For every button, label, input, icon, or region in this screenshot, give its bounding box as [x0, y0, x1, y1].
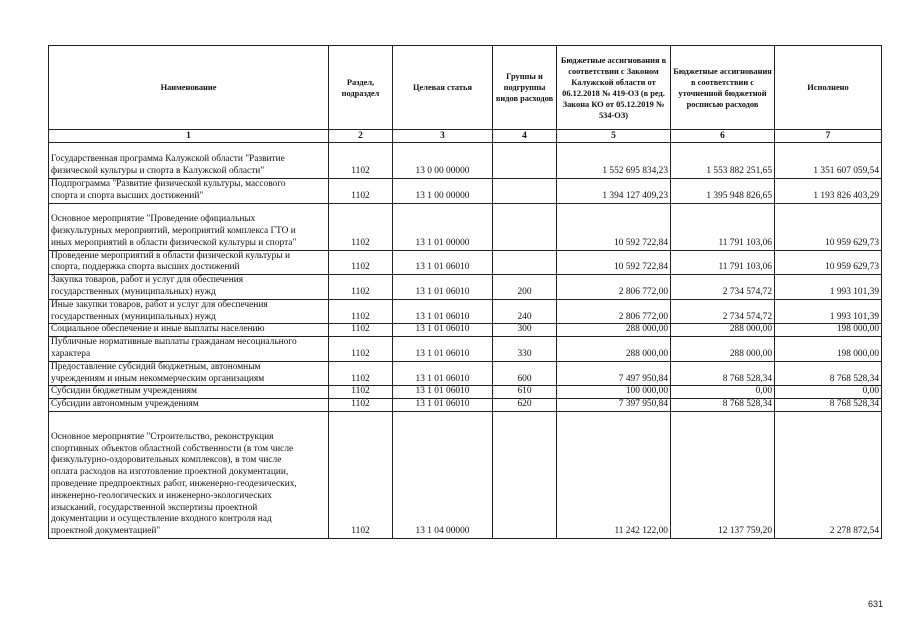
row-target-item: 13 1 04 00000 [393, 411, 493, 538]
column-number: 1 [49, 130, 329, 143]
row-law-amount: 288 000,00 [557, 337, 671, 362]
row-section: 1102 [329, 411, 393, 538]
row-expense-group: 240 [493, 299, 557, 324]
row-executed-amount: 198 000,00 [775, 324, 882, 337]
row-target-item: 13 1 01 06010 [393, 250, 493, 275]
row-name: Субсидии автономным учреждениям [49, 399, 329, 412]
row-executed-amount: 10 959 629,73 [775, 203, 882, 250]
row-name: Иные закупки товаров, работ и услуг для обеспечения государственных (муниципальных) нужд [49, 299, 329, 324]
table-row [49, 250, 882, 275]
table-row [49, 179, 882, 204]
row-law-amount: 2 806 772,00 [557, 299, 671, 324]
row-law-amount: 10 592 722,84 [557, 203, 671, 250]
column-number: 3 [393, 130, 493, 143]
row-law-amount: 10 592 722,84 [557, 250, 671, 275]
budget-table [48, 45, 882, 539]
column-number: 4 [493, 130, 557, 143]
row-expense-group: 300 [493, 324, 557, 337]
header-executed: Исполнено [775, 46, 882, 130]
row-target-item: 13 1 01 06010 [393, 386, 493, 399]
row-name: Основное мероприятие "Проведение официальных физкультурных мероприятий, мероприятий комплекса ГТО и иных мероприятий в области физической культуры и спорта" [49, 203, 329, 250]
row-refined-amount: 2 734 574,72 [671, 275, 775, 300]
row-executed-amount: 0,00 [775, 386, 882, 399]
row-law-amount: 1 552 695 834,23 [557, 143, 671, 179]
row-section: 1102 [329, 179, 393, 204]
row-name: Проведение мероприятий в области физической культуры и спорта, поддержка спорта высших достижений [49, 250, 329, 275]
table-row [49, 411, 882, 538]
row-law-amount: 100 000,00 [557, 386, 671, 399]
column-number: 6 [671, 130, 775, 143]
row-name: Публичные нормативные выплаты гражданам несоциального характера [49, 337, 329, 362]
row-section: 1102 [329, 361, 393, 386]
row-target-item: 13 0 00 00000 [393, 143, 493, 179]
row-refined-amount: 12 137 759,20 [671, 411, 775, 538]
row-target-item: 13 1 01 06010 [393, 399, 493, 412]
row-executed-amount: 1 993 101,39 [775, 275, 882, 300]
row-refined-amount: 8 768 528,34 [671, 361, 775, 386]
column-number: 7 [775, 130, 882, 143]
header-refined-allocations: Бюджетные ассигнования в соответствии с уточненной бюджетной росписью расходов [671, 46, 775, 130]
row-name: Подпрограмма "Развитие физической культуры, массового спорта и спорта высших достижений" [49, 179, 329, 204]
row-target-item: 13 1 01 06010 [393, 299, 493, 324]
row-name: Государственная программа Калужской области "Развитие физической культуры и спорта в Калужской области" [49, 143, 329, 179]
header-name: Наименование [49, 46, 329, 130]
row-expense-group: 200 [493, 275, 557, 300]
header-target-item: Целевая статья [393, 46, 493, 130]
row-refined-amount: 11 791 103,06 [671, 203, 775, 250]
row-expense-group: 610 [493, 386, 557, 399]
row-executed-amount: 198 000,00 [775, 337, 882, 362]
row-target-item: 13 1 01 00000 [393, 203, 493, 250]
row-refined-amount: 2 734 574,72 [671, 299, 775, 324]
row-refined-amount: 288 000,00 [671, 337, 775, 362]
row-section: 1102 [329, 324, 393, 337]
row-target-item: 13 1 01 06010 [393, 275, 493, 300]
row-expense-group [493, 203, 557, 250]
header-law-allocations: Бюджетные ассигнования в соответствии с Законом Калужской области от 06.12.2018 № 419-ОЗ (в ред. Закона КО от 05.12.2019 № 534-ОЗ) [557, 46, 671, 130]
row-section: 1102 [329, 143, 393, 179]
row-refined-amount: 11 791 103,06 [671, 250, 775, 275]
row-law-amount: 7 397 950,84 [557, 399, 671, 412]
table-row [49, 203, 882, 250]
row-section: 1102 [329, 275, 393, 300]
table-row [49, 386, 882, 399]
row-executed-amount: 2 278 872,54 [775, 411, 882, 538]
row-expense-group: 600 [493, 361, 557, 386]
row-refined-amount: 8 768 528,34 [671, 399, 775, 412]
row-section: 1102 [329, 250, 393, 275]
table-row [49, 361, 882, 386]
row-refined-amount: 1 553 882 251,65 [671, 143, 775, 179]
row-name: Субсидии бюджетным учреждениям [49, 386, 329, 399]
column-number: 5 [557, 130, 671, 143]
row-executed-amount: 8 768 528,34 [775, 399, 882, 412]
row-name: Предоставление субсидий бюджетным, автономным учреждениям и иным некоммерческим организациям [49, 361, 329, 386]
page-number: 631 [867, 599, 883, 609]
row-refined-amount: 0,00 [671, 386, 775, 399]
table-row [49, 275, 882, 300]
row-expense-group [493, 250, 557, 275]
row-target-item: 13 1 00 00000 [393, 179, 493, 204]
row-expense-group: 330 [493, 337, 557, 362]
table-row [49, 299, 882, 324]
row-target-item: 13 1 01 06010 [393, 324, 493, 337]
row-executed-amount: 1 351 607 059,54 [775, 143, 882, 179]
header-section: Раздел, подраздел [329, 46, 393, 130]
row-name: Основное мероприятие "Строительство, реконструкция спортивных объектов областной собственности (в том числе физкультурно-оздоровительных комплексов), в том числе оплата расходов на изготовление проектной документации, проведение предпроектных работ, инженерно-геодезических, инженерно-геологических и инженерно-экологических изысканий, государственной экспертизы проектной документации и осуществление входного контроля над проектной документацией" [49, 411, 329, 538]
table-row [49, 324, 882, 337]
row-section: 1102 [329, 386, 393, 399]
row-expense-group: 620 [493, 399, 557, 412]
row-law-amount: 2 806 772,00 [557, 275, 671, 300]
row-section: 1102 [329, 337, 393, 362]
row-refined-amount: 288 000,00 [671, 324, 775, 337]
column-number: 2 [329, 130, 393, 143]
row-name: Социальное обеспечение и иные выплаты населению [49, 324, 329, 337]
row-section: 1102 [329, 299, 393, 324]
row-expense-group [493, 143, 557, 179]
row-name: Закупка товаров, работ и услуг для обеспечения государственных (муниципальных) нужд [49, 275, 329, 300]
row-law-amount: 11 242 122,00 [557, 411, 671, 538]
table-row [49, 143, 882, 179]
row-law-amount: 288 000,00 [557, 324, 671, 337]
row-target-item: 13 1 01 06010 [393, 337, 493, 362]
row-section: 1102 [329, 203, 393, 250]
row-executed-amount: 1 193 826 403,29 [775, 179, 882, 204]
table-row [49, 399, 882, 412]
row-section: 1102 [329, 399, 393, 412]
row-law-amount: 7 497 950,84 [557, 361, 671, 386]
row-executed-amount: 8 768 528,34 [775, 361, 882, 386]
row-expense-group [493, 411, 557, 538]
row-expense-group [493, 179, 557, 204]
row-target-item: 13 1 01 06010 [393, 361, 493, 386]
row-executed-amount: 10 959 629,73 [775, 250, 882, 275]
row-law-amount: 1 394 127 409,23 [557, 179, 671, 204]
row-executed-amount: 1 993 101,39 [775, 299, 882, 324]
header-expense-group: Группы и подгруппы видов расходов [493, 46, 557, 130]
row-refined-amount: 1 395 948 826,65 [671, 179, 775, 204]
table-row [49, 337, 882, 362]
